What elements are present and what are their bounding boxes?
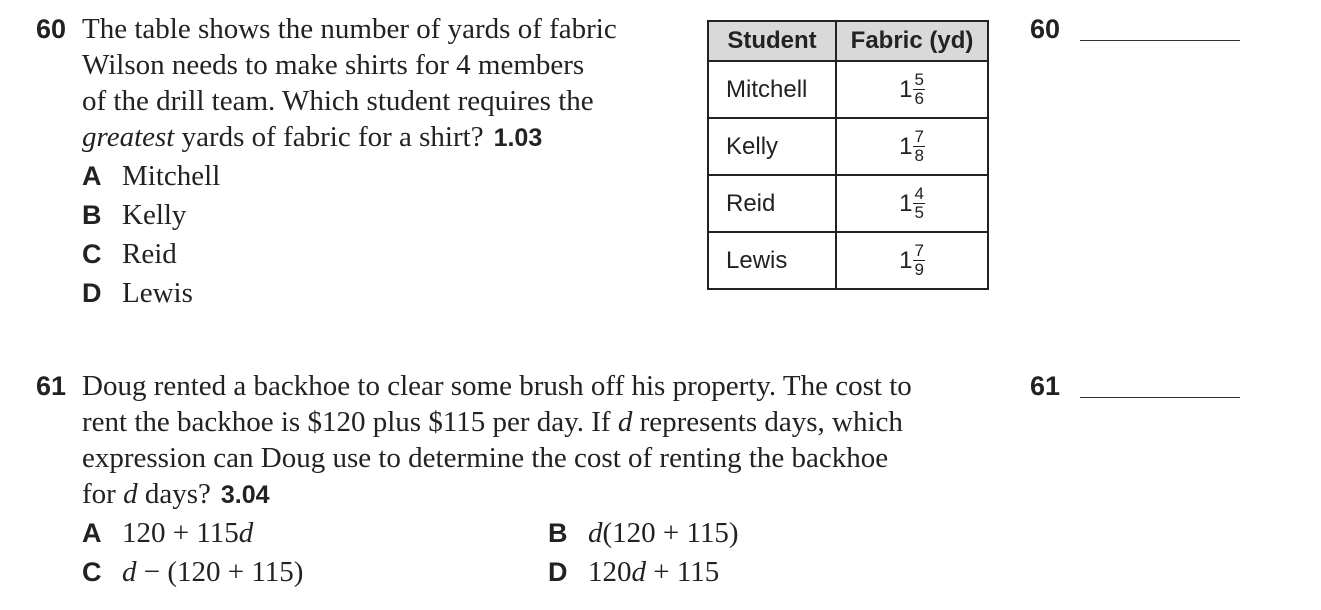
choice-61-d[interactable]	[548, 556, 719, 589]
choice-text: 120	[588, 556, 632, 588]
whole-part: 1	[899, 75, 913, 103]
variable-d: d	[123, 478, 138, 510]
choice-letter: D	[82, 278, 102, 308]
choice-60-a[interactable]	[82, 160, 220, 193]
stem-line: Doug rented a backhoe to clear some brush off his property. The cost to	[82, 370, 912, 402]
denominator: 9	[914, 260, 924, 279]
stem-line: Wilson needs to make shirts for 4 members	[82, 49, 585, 81]
choice-letter: B	[82, 200, 102, 230]
choice-text: Lewis	[122, 277, 193, 309]
stem-line	[82, 476, 1022, 513]
denominator: 5	[914, 203, 924, 222]
standard-code: 1.03	[493, 124, 543, 152]
choice-60-c[interactable]	[82, 238, 177, 271]
choice-60-b[interactable]	[82, 199, 186, 232]
variable-d: d	[588, 517, 603, 549]
stem-line	[82, 119, 682, 156]
numerator: 5	[914, 70, 924, 89]
choice-letter: C	[82, 239, 102, 269]
choice-text: Reid	[122, 238, 177, 270]
student-name: Reid	[708, 175, 836, 232]
choice-text: Mitchell	[122, 160, 221, 192]
column-header-student: Student	[708, 21, 836, 61]
table-row	[708, 118, 988, 175]
answer-label-60: 60	[1030, 14, 1061, 44]
stem-line: expression can Doug use to determine the cost of renting the backhoe	[82, 442, 889, 474]
choice-61-b[interactable]	[548, 517, 739, 550]
choice-61-a[interactable]	[82, 517, 253, 550]
numerator: 7	[914, 127, 924, 146]
denominator: 8	[914, 146, 924, 165]
variable-d: d	[631, 556, 646, 588]
choice-text: + 115	[646, 556, 720, 588]
numerator: 4	[914, 184, 924, 203]
choice-letter: C	[82, 557, 102, 587]
question-60-number: 60	[36, 14, 67, 44]
choice-text: 120 + 115	[122, 517, 239, 549]
choice-letter: A	[82, 161, 102, 191]
numerator: 7	[914, 241, 924, 260]
table-header-row	[708, 21, 988, 61]
student-name: Lewis	[708, 232, 836, 289]
column-header-fabric: Fabric (yd)	[836, 21, 988, 61]
variable-d: d	[122, 556, 137, 588]
stem-line: of the drill team. Which student requires the	[82, 85, 594, 117]
fabric-amount	[836, 118, 988, 175]
choice-letter: D	[548, 557, 568, 587]
choice-60-d[interactable]	[82, 277, 193, 310]
student-name: Kelly	[708, 118, 836, 175]
variable-d: d	[617, 406, 633, 438]
variable-d: d	[238, 517, 254, 549]
fabric-table	[707, 20, 989, 290]
emphasis-word: greatest	[82, 121, 175, 153]
choice-text: − (120 + 115)	[136, 556, 304, 588]
stem-line: The table shows the number of yards of fabric	[82, 13, 617, 45]
answer-blank-60[interactable]	[1080, 40, 1240, 41]
table-row	[708, 175, 988, 232]
choice-letter: A	[82, 518, 102, 548]
student-name: Mitchell	[708, 61, 836, 118]
standard-code: 3.04	[220, 481, 270, 509]
fabric-amount	[836, 61, 988, 118]
whole-part: 1	[899, 132, 913, 160]
stem-line	[82, 404, 1022, 440]
question-61-stem	[82, 368, 1022, 513]
answer-label-61: 61	[1030, 371, 1061, 401]
choice-letter: B	[548, 518, 568, 548]
table-row	[708, 232, 988, 289]
choice-text: Kelly	[122, 199, 187, 231]
question-61-number: 61	[36, 371, 67, 401]
stem-text: for	[82, 478, 124, 510]
answer-blank-61[interactable]	[1080, 397, 1240, 398]
stem-text: days?	[137, 478, 211, 510]
denominator: 6	[914, 89, 924, 108]
whole-part: 1	[899, 189, 913, 217]
fabric-amount	[836, 175, 988, 232]
stem-text: represents days, which	[632, 406, 903, 438]
fabric-amount	[836, 232, 988, 289]
whole-part: 1	[899, 246, 913, 274]
table-row	[708, 61, 988, 118]
choice-61-c[interactable]	[82, 556, 303, 589]
stem-text: rent the backhoe is $120 plus $115 per day. If	[82, 406, 618, 438]
choice-text: (120 + 115)	[602, 517, 739, 549]
question-60-stem	[82, 11, 682, 156]
stem-text: yards of fabric for a shirt?	[174, 121, 484, 153]
